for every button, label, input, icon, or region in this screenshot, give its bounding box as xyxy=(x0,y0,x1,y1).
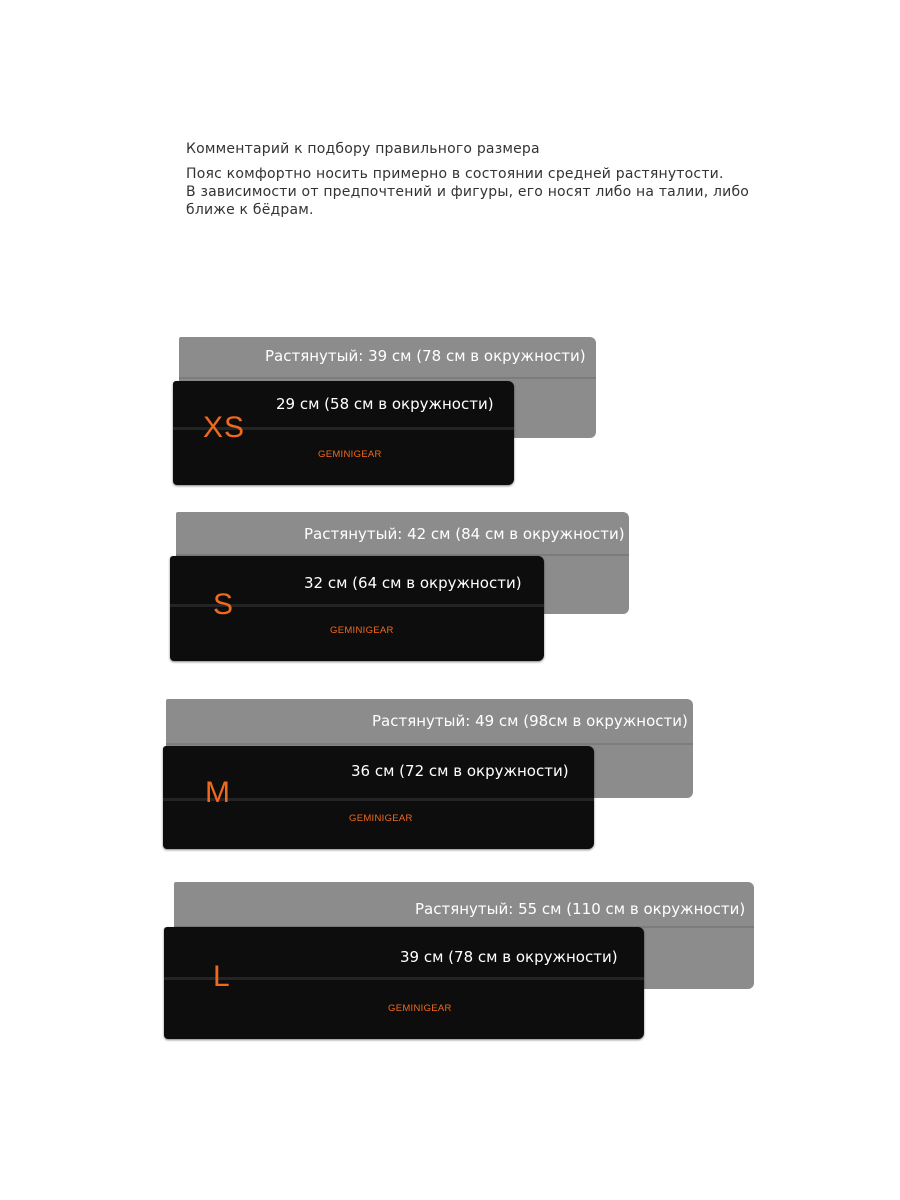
size-label-xs: XS xyxy=(203,411,246,444)
brand-logo-m: GEMINIGEAR xyxy=(349,813,413,824)
comment-line: ближе к бёдрам. xyxy=(186,202,314,218)
comment-heading: Комментарий к подбору правильного размера xyxy=(186,141,540,157)
relaxed-label-m: 36 см (72 см в окружности) xyxy=(351,762,569,780)
size-label-m: M xyxy=(205,776,231,809)
brand-logo-l: GEMINIGEAR xyxy=(388,1003,452,1014)
stretched-label-m: Растянутый: 49 см (98см в окружности) xyxy=(372,712,688,730)
stretched-label-l: Растянутый: 55 см (110 см в окружности) xyxy=(415,900,746,918)
comment-line: В зависимости от предпочтений и фигуры, его носят либо на талии, либо xyxy=(186,184,750,200)
stretched-label-s: Растянутый: 42 см (84 см в окружности) xyxy=(304,525,625,543)
comment-line: Пояс комфортно носить примерно в состоянии средней растянутости. xyxy=(186,166,724,182)
comment-text xyxy=(186,165,806,219)
relaxed-label-xs: 29 см (58 см в окружности) xyxy=(276,395,494,413)
relaxed-label-s: 32 см (64 см в окружности) xyxy=(304,574,522,592)
stretched-label-xs: Растянутый: 39 см (78 см в окружности) xyxy=(265,347,586,365)
size-label-l: L xyxy=(213,960,231,993)
size-label-s: S xyxy=(213,588,235,621)
brand-logo-s: GEMINIGEAR xyxy=(330,625,394,636)
relaxed-belt-l xyxy=(164,927,644,1039)
relaxed-label-l: 39 см (78 см в окружности) xyxy=(400,948,618,966)
brand-logo-xs: GEMINIGEAR xyxy=(318,449,382,460)
